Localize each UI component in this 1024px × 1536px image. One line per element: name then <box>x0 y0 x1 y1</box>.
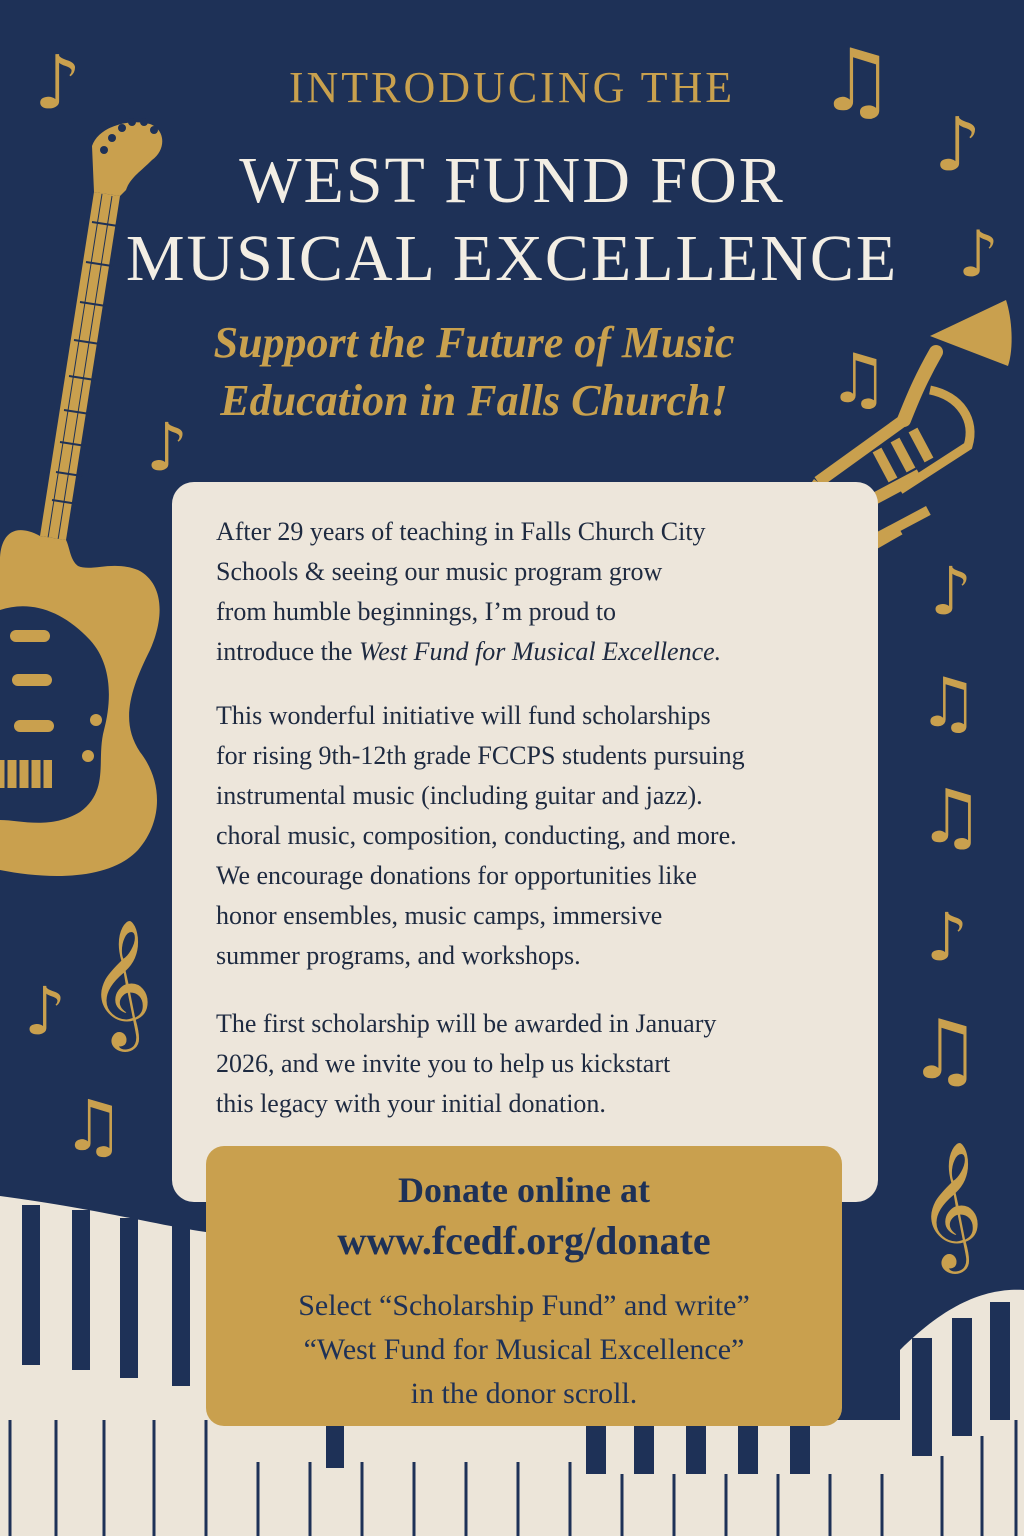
subtitle-line: Support the Future of Music <box>213 318 735 367</box>
eighth-note-icon: ♪ <box>24 973 67 1050</box>
treble-clef-icon: 𝄞 <box>918 1140 984 1268</box>
text-line: The first scholarship will be awarded in January <box>216 1009 717 1038</box>
beamed-notes-icon: ♫ <box>62 1085 125 1167</box>
eighth-note-icon: ♪ <box>934 102 982 188</box>
subtitle <box>0 314 948 430</box>
title-line: MUSICAL EXCELLENCE <box>125 222 899 295</box>
text-line: summer programs, and workshops. <box>216 941 581 970</box>
instruction-line: “West Fund for Musical Excellence” <box>303 1333 745 1366</box>
eighth-note-icon: ♪ <box>958 218 999 292</box>
instruction-line: Select “Scholarship Fund” and write” <box>298 1289 750 1322</box>
beamed-notes-icon: ♫ <box>908 1003 982 1098</box>
text-line: instrumental music (including guitar and jazz). <box>216 781 703 810</box>
intro-paragraph <box>216 512 856 672</box>
text-line: from humble beginnings, I’m proud to <box>216 597 617 626</box>
text-span: introduce the <box>216 637 359 666</box>
instruction-line: in the donor scroll. <box>410 1377 638 1410</box>
beamed-notes-icon: ♫ <box>918 774 985 860</box>
donate-url-link[interactable]: www.fcedf.org/donate <box>337 1218 711 1263</box>
text-line: After 29 years of teaching in Falls Church City <box>216 517 706 546</box>
eighth-note-icon: ♪ <box>926 899 969 976</box>
donate-box <box>206 1146 842 1426</box>
text-line: Schools & seeing our music program grow <box>216 557 663 586</box>
beamed-notes-icon: ♫ <box>828 340 889 419</box>
initiative-paragraph <box>216 696 856 976</box>
title-line: WEST FUND FOR <box>239 144 785 217</box>
beamed-notes-icon: ♫ <box>818 31 896 131</box>
donate-instructions <box>206 1284 842 1416</box>
scholarship-paragraph <box>216 1004 856 1124</box>
fund-name-emphasis: West Fund for Musical Excellence. <box>358 637 722 666</box>
text-line <box>216 632 856 672</box>
eighth-note-icon: ♪ <box>146 409 189 486</box>
donate-heading: Donate online at <box>398 1170 650 1210</box>
eighth-note-icon: ♪ <box>34 40 82 126</box>
text-line: We encourage donations for opportunities like <box>216 861 697 890</box>
beamed-notes-icon: ♫ <box>918 664 979 743</box>
text-line: for rising 9th-12th grade FCCPS students pursuing <box>216 741 745 770</box>
text-line: 2026, and we invite you to help us kickstart <box>216 1049 671 1078</box>
text-line: this legacy with your initial donation. <box>216 1089 606 1118</box>
treble-clef-icon: 𝄞 <box>88 918 154 1046</box>
text-line: honor ensembles, music camps, immersive <box>216 901 663 930</box>
text-line: This wonderful initiative will fund scholarships <box>216 701 711 730</box>
kicker: INTRODUCING THE <box>288 63 736 112</box>
eighth-note-icon: ♪ <box>930 553 973 630</box>
text-line: choral music, composition, conducting, and more. <box>216 821 737 850</box>
page-title <box>0 142 1024 298</box>
subtitle-line: Education in Falls Church! <box>220 376 728 425</box>
